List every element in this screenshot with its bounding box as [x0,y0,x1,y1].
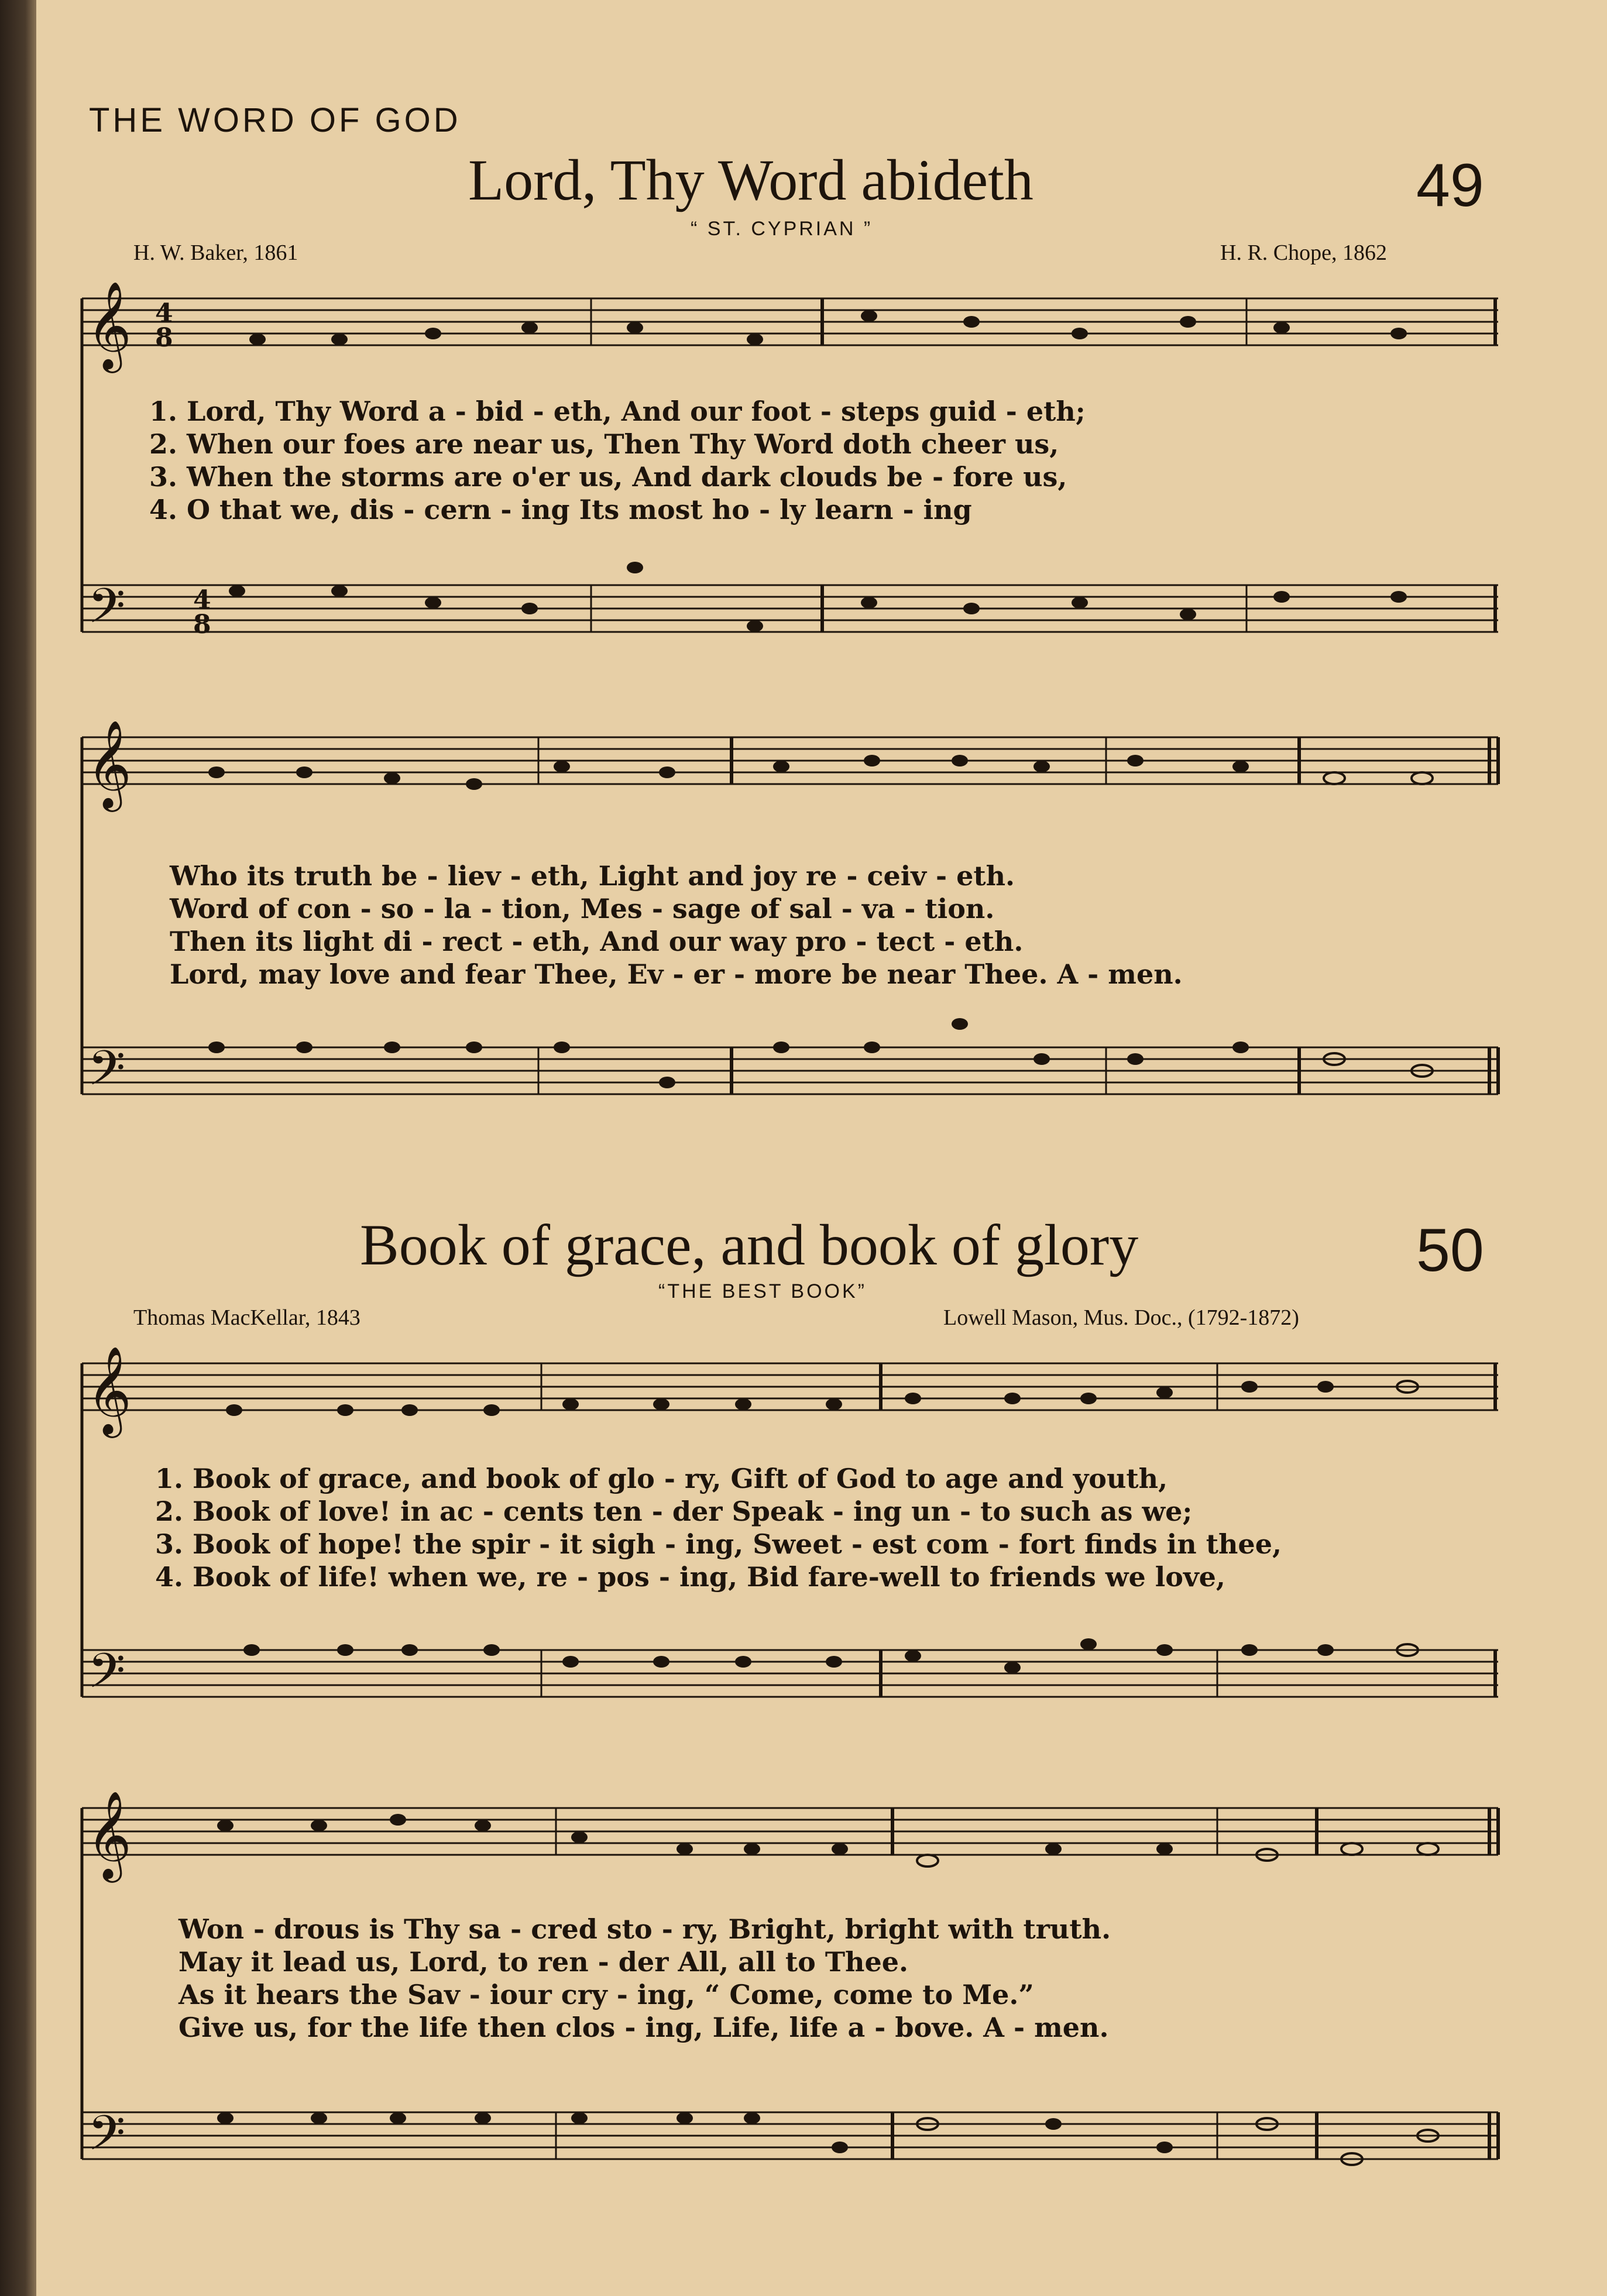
verse-line: 1. Lord, Thy Word a - bid - eth, And our foot - steps guid - eth; [149,396,1086,427]
svg-text:𝄞: 𝄞 [87,1345,132,1434]
section-heading: THE WORD OF GOD [89,101,461,139]
verse-line: Then its light di - rect - eth, And our way pro - tect - eth. [170,926,1024,957]
composer-credit-49: H. R. Chope, 1862 [1220,240,1387,265]
verse-line: Who its truth be - liev - eth, Light and joy re - ceiv - eth. [170,860,1015,892]
svg-text:4: 4 [155,298,173,328]
svg-text:𝄞: 𝄞 [87,280,132,369]
hymn-title-50: Book of grace, and book of glory [360,1212,1139,1277]
verse-line: 4. O that we, dis - cern - ing Its most ho - ly learn - ing [149,494,972,525]
verse-line: 4. Book of life! when we, re - pos - ing, Bid fare-well to friends we love, [155,1561,1225,1593]
verse-line: 1. Book of grace, and book of glo - ry, Gift of God to age and youth, [155,1463,1168,1494]
hymn-title-49: Lord, Thy Word abideth [468,147,1033,212]
svg-text:𝄞: 𝄞 [87,1790,132,1879]
verse-line: As it hears the Sav - iour cry - ing, “ Come, come to Me.” [178,1979,1034,2010]
verse-line: 3. When the storms are o'er us, And dark clouds be - fore us, [149,461,1067,493]
svg-text:8: 8 [155,323,173,353]
verse-line: 3. Book of hope! the spir - it sigh - ing, Sweet - est com - fort finds in thee, [155,1528,1282,1560]
svg-text:4: 4 [193,585,211,615]
svg-text:𝄢: 𝄢 [88,578,126,646]
tune-name-50: “THE BEST BOOK” [658,1280,867,1302]
hymn-number-50: 50 [1416,1216,1484,1284]
tune-name-49: “ ST. CYPRIAN ” [691,218,873,240]
verse-line: Word of con - so - la - tion, Mes - sage of sal - va - tion. [170,893,995,924]
svg-text:𝄢: 𝄢 [88,1642,126,1711]
author-credit-50: Thomas MacKellar, 1843 [133,1305,360,1330]
verse-line: 2. Book of love! in ac - cents ten - der Speak - ing un - to such as we; [155,1496,1193,1527]
svg-text:8: 8 [193,610,211,640]
verse-line: Won - drous is Thy sa - cred sto - ry, Bright, bright with truth. [178,1913,1111,1945]
verse-line: 2. When our foes are near us, Then Thy Word doth cheer us, [149,428,1059,460]
author-credit-49: H. W. Baker, 1861 [133,240,298,265]
svg-text:𝄞: 𝄞 [87,719,132,808]
composer-credit-50: Lowell Mason, Mus. Doc., (1792-1872) [943,1305,1299,1330]
svg-text:𝄢: 𝄢 [88,2105,126,2173]
verse-line: Give us, for the life then clos - ing, Life, life a - bove. A - men. [178,2012,1109,2043]
hymn-number-49: 49 [1416,152,1484,219]
svg-text:𝄢: 𝄢 [88,1040,126,1108]
verse-line: May it lead us, Lord, to ren - der All, all to Thee. [178,1946,909,1978]
verse-line: Lord, may love and fear Thee, Ev - er - more be near Thee. A - men. [170,958,1183,990]
